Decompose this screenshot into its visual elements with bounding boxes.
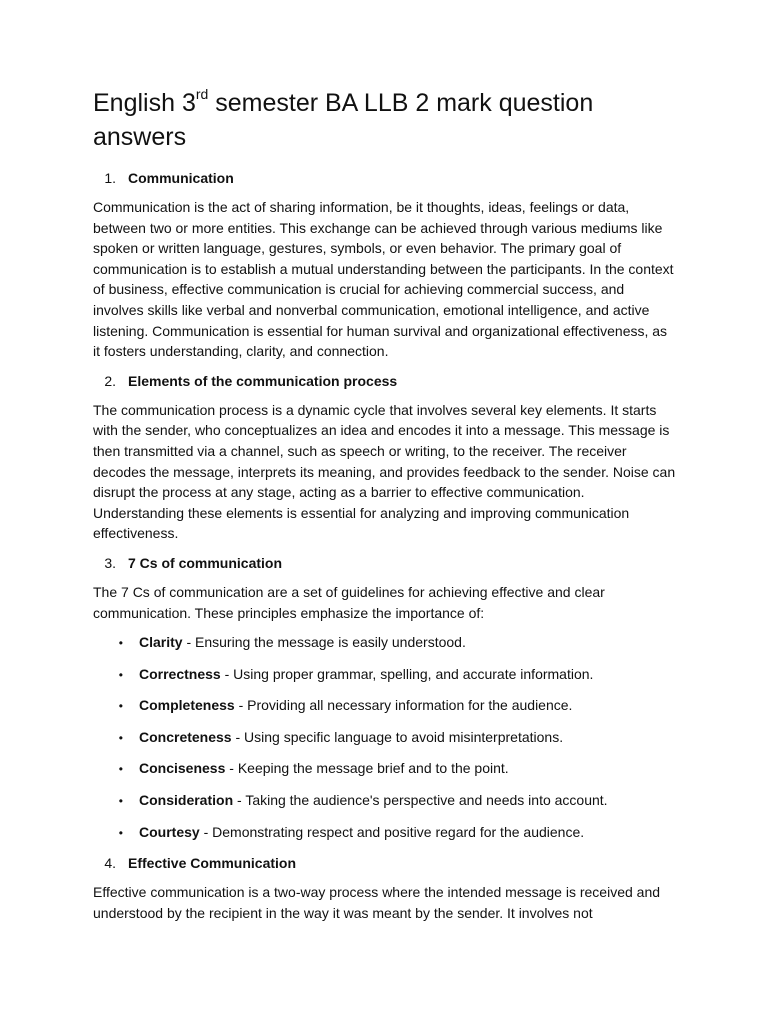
list-item-text [139, 727, 563, 747]
section-heading-text: Communication [128, 170, 234, 186]
list-item-desc: - Taking the audience's perspective and needs into account. [233, 792, 608, 809]
list-item-desc: - Demonstrating respect and positive regard for the audience. [199, 823, 585, 840]
section-heading-effective [93, 853, 677, 873]
list-item-text [139, 758, 509, 778]
list-item-term: Concreteness [139, 728, 232, 745]
document-title [93, 86, 677, 154]
bullet-icon: • [118, 699, 123, 714]
section-heading-elements [93, 371, 677, 391]
section-paragraph-effective: Effective communication is a two-way process where the intended message is received and understood by the recipient in the way it was meant by the sender. It involves not [93, 884, 661, 921]
list-item-term: Conciseness [139, 760, 226, 777]
list-item-term: Clarity [139, 634, 183, 651]
list-item [93, 695, 677, 716]
section-heading-communication [93, 168, 677, 188]
section-paragraph-communication: Communication is the act of sharing information, be it thoughts, ideas, feelings or data, between two or more entities. This exchange can be achieved through various mediums like spoken or written language, gestures, symbols, or even behavior. The primary goal of communication is to establish a mutual understanding between the participants. In the context of business, effective communication is crucial for achieving commercial success, and involves skills like verbal and nonverbal communication, emotional intelligence, and active listening. Communication is essential for human survival and organizational effectiveness, as it fosters understanding, clarity, and connection. [93, 199, 674, 360]
list-item-text [139, 695, 572, 715]
title-prefix: English 3 [93, 89, 196, 117]
section-paragraph-7cs: The 7 Cs of communication are a set of guidelines for achieving effective and clear communication. These principles emphasize the importance of: [93, 583, 605, 621]
section-number: 2. [104, 372, 116, 389]
list-item [93, 758, 677, 779]
section-heading-7cs [93, 553, 677, 573]
list-item [93, 822, 677, 843]
section-number: 3. [104, 554, 116, 571]
bullet-icon: • [118, 762, 123, 777]
list-item-desc: - Providing all necessary information for the audience. [234, 697, 573, 714]
list-item-text [139, 664, 593, 684]
list-item-desc: - Ensuring the message is easily understood. [182, 634, 466, 651]
bullet-icon: • [118, 667, 123, 682]
section-number: 1. [104, 170, 116, 186]
list-item-desc: - Using specific language to avoid misinterpretations. [231, 728, 564, 745]
section-heading-text: Elements of the communication process [128, 372, 398, 389]
section-paragraph-elements: The communication process is a dynamic cycle that involves several key elements. It starts with the sender, who conceptualizes an idea and encodes it into a message. This message is then transmitted via a channel, such as speech or writing, to the receiver. The receiver decodes the message, interprets its meaning, and provides feedback to the sender. Noise can disrupt the process at any stage, acting as a barrier to effective communication. Understanding these elements is essential for analyzing and improving communication effectiveness. [93, 401, 676, 542]
list-item-term: Correctness [139, 665, 221, 682]
bullet-icon: • [118, 794, 123, 809]
document-page [93, 86, 677, 932]
section-number: 4. [104, 855, 116, 872]
list-item-term: Consideration [139, 792, 234, 809]
list-item-term: Courtesy [139, 823, 200, 840]
list-item-desc: - Using proper grammar, spelling, and accurate information. [220, 665, 594, 682]
list-item-term: Completeness [139, 697, 235, 714]
bullet-icon: • [118, 730, 123, 745]
list-item-desc: - Keeping the message brief and to the point. [225, 760, 509, 777]
list-item [93, 632, 677, 653]
list-item [93, 790, 677, 811]
bullet-icon: • [118, 636, 123, 651]
list-item [93, 664, 677, 685]
list-item-text [139, 822, 584, 842]
bullet-icon: • [118, 825, 123, 840]
seven-cs-list [93, 632, 677, 843]
title-superscript: rd [195, 85, 209, 102]
section-heading-text: 7 Cs of communication [128, 554, 283, 571]
title-suffix: semester BA LLB 2 mark question answers [93, 89, 594, 151]
section-heading-text: Effective Communication [128, 855, 297, 872]
list-item-text [139, 632, 466, 652]
list-item [93, 727, 677, 748]
list-item-text [139, 790, 608, 810]
